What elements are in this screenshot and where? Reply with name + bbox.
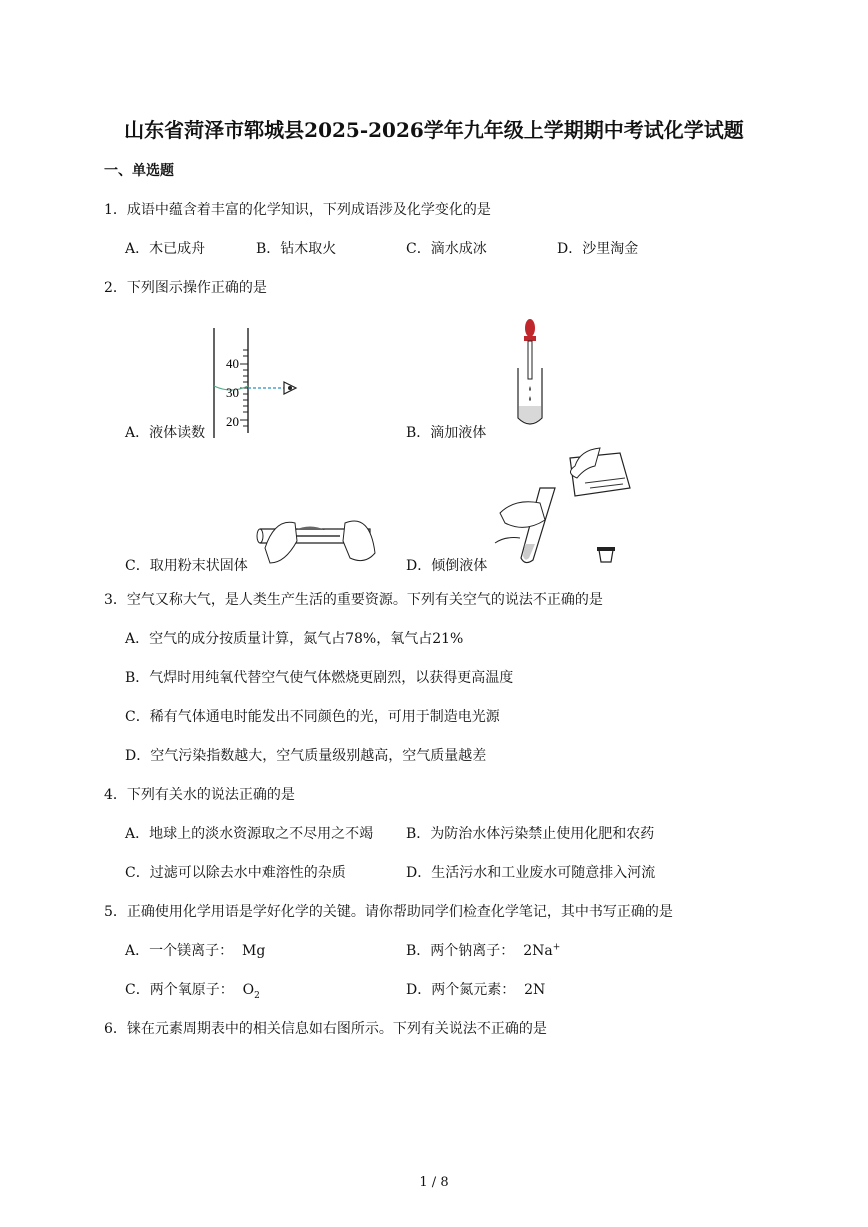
option-label: D．两个氮元素： [406, 982, 516, 998]
formula: 2Na [523, 943, 553, 959]
q3-option-d: D．空气污染指数越大，空气质量级别越高，空气质量越差 [125, 748, 487, 764]
graduated-cylinder-figure [210, 328, 310, 438]
formula: O [242, 982, 255, 998]
q4-option-b: B．为防治水体污染禁止使用化肥和农药 [406, 826, 655, 842]
question-3 [104, 589, 603, 609]
question-2 [104, 277, 267, 297]
question-text: 成语中蕴含着丰富的化学知识，下列成语涉及化学变化的是 [126, 202, 491, 218]
q1-option-b: B．钻木取火 [256, 241, 337, 257]
q1-option-c: C．滴水成冰 [406, 241, 487, 257]
q5-option-d [406, 979, 545, 999]
q4-option-a: A．地球上的淡水资源取之不尽用之不竭 [125, 826, 374, 842]
question-text: 空气又称大气，是人类生产生活的重要资源。下列有关空气的说法不正确的是 [126, 592, 603, 608]
question-number: 2． [104, 280, 127, 296]
charge-superscript: + [552, 942, 561, 953]
q3-option-a: A．空气的成分按质量计算，氮气占78%，氧气占21% [125, 631, 464, 647]
q1-option-d: D．沙里淘金 [557, 241, 639, 257]
scale-label-20: 20 [226, 414, 239, 429]
q5-option-a [125, 940, 265, 960]
question-number: 3． [104, 592, 127, 608]
q4-option-d: D．生活污水和工业废水可随意排入河流 [406, 865, 656, 881]
pouring-liquid-figure [495, 448, 645, 568]
dropper-figure [510, 318, 550, 428]
formula: Mg [242, 943, 266, 959]
page-number: 1 / 8 [419, 1175, 449, 1190]
page-title: 山东省菏泽市郓城县2025-2026学年九年级上学期期中考试化学试题 [124, 118, 744, 142]
question-4 [104, 784, 295, 804]
q2-option-b: B．滴加液体 [406, 425, 487, 441]
stopper-icon [599, 550, 613, 562]
q3-option-b: B．气焊时用纯氧代替空气使气体燃烧更剧烈，以获得更高温度 [125, 670, 514, 686]
q5-option-b [406, 940, 560, 960]
section-heading: 一、单选题 [104, 163, 174, 179]
option-label: C．两个氧原子： [125, 982, 234, 998]
question-1 [104, 199, 491, 219]
question-number: 6． [104, 1021, 127, 1037]
option-label: A．一个镁离子： [125, 943, 234, 959]
powder-test-tube-figure [255, 513, 380, 568]
formula: 2N [524, 982, 546, 998]
q2-option-a: A．液体读数 [125, 425, 206, 441]
question-text: 下列图示操作正确的是 [126, 280, 267, 296]
q1-option-a: A．木已成舟 [125, 241, 206, 257]
question-number: 4． [104, 787, 127, 803]
q2-option-c: C．取用粉末状固体 [125, 558, 248, 574]
scale-label-40: 40 [226, 356, 239, 371]
q3-option-c: C．稀有气体通电时能发出不同颜色的光，可用于制造电光源 [125, 709, 500, 725]
question-text: 下列有关水的说法正确的是 [126, 787, 295, 803]
question-number: 1． [104, 202, 127, 218]
q5-option-c [125, 979, 260, 1001]
question-text: 正确使用化学用语是学好化学的关键。请你帮助同学们检查化学笔记，其中书写正确的是 [126, 904, 673, 920]
question-5 [104, 901, 673, 921]
scale-label-30: 30 [226, 385, 239, 400]
option-label: B．两个钠离子： [406, 943, 515, 959]
q4-option-c: C．过滤可以除去水中难溶性的杂质 [125, 865, 346, 881]
question-number: 5． [104, 904, 127, 920]
question-text: 铼在元素周期表中的相关信息如右图所示。下列有关说法不正确的是 [126, 1021, 547, 1037]
question-6 [104, 1018, 547, 1038]
q2-option-d: D．倾倒液体 [406, 558, 488, 574]
formula-subscript: 2 [254, 990, 260, 1001]
